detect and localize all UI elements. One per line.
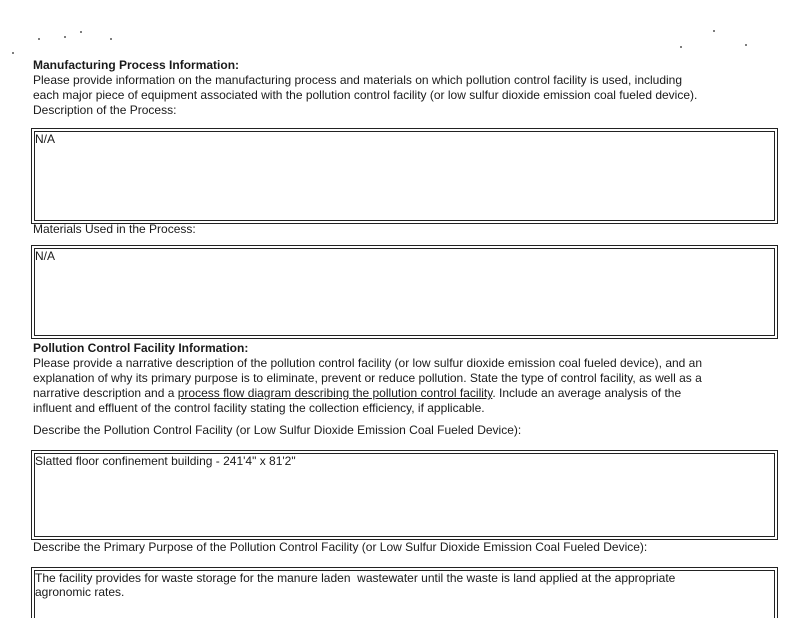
pollution-instructions-2: explanation of why its primary purpose is to eliminate, prevent or reduce pollution. State the type of control facility, as well as a xyxy=(33,371,702,385)
pollution-instructions-4: influent and effluent of the control facility stating the collection efficiency, if applicable. xyxy=(33,401,485,415)
scan-speck xyxy=(110,38,112,40)
primary-purpose-label: Describe the Primary Purpose of the Pollution Control Facility (or Low Sulfur Dioxide Emission Coal Fueled Device): xyxy=(33,540,648,554)
materials-value: N/A xyxy=(35,249,56,263)
primary-purpose-value: The facility provides for waste storage for the manure laden wastewater until the waste is land applied at the appropriate agronomic rates. xyxy=(35,571,676,599)
describe-facility-label: Describe the Pollution Control Facility (or Low Sulfur Dioxide Emission Coal Fueled Device): xyxy=(33,423,522,437)
pollution-instructions-3 xyxy=(33,386,681,400)
instructions-text: narrative description and a xyxy=(33,386,178,400)
materials-label: Materials Used in the Process: xyxy=(33,222,196,236)
primary-purpose-field[interactable] xyxy=(31,567,778,618)
scan-speck xyxy=(64,36,66,38)
materials-field[interactable] xyxy=(31,245,778,339)
manufacturing-instructions-2: each major piece of equipment associated with the pollution control facility (or low sulfur dioxide emission coal fueled device). xyxy=(33,88,698,102)
pollution-instructions-1: Please provide a narrative description of the pollution control facility (or low sulfur dioxide emission coal fueled device), and an xyxy=(33,356,703,370)
process-description-field[interactable] xyxy=(31,128,778,224)
scan-speck xyxy=(38,38,40,40)
pollution-control-heading: Pollution Control Facility Information: xyxy=(33,341,249,355)
describe-facility-value: Slatted floor confinement building - 241'4" x 81'2" xyxy=(35,454,296,468)
instructions-text: . Include an average analysis of the xyxy=(492,386,682,400)
manufacturing-heading: Manufacturing Process Information: xyxy=(33,58,240,72)
process-flow-diagram-text: process flow diagram describing the pollution control facility xyxy=(177,386,493,400)
scan-speck xyxy=(12,52,14,54)
process-description-label: Description of the Process: xyxy=(33,103,177,117)
process-description-value: N/A xyxy=(35,132,56,146)
scan-speck xyxy=(80,31,82,33)
manufacturing-instructions-1: Please provide information on the manufacturing process and materials on which pollution control facility is used, including xyxy=(33,73,683,87)
scan-speck xyxy=(745,44,747,46)
scan-speck xyxy=(680,46,682,48)
scan-speck xyxy=(713,30,715,32)
describe-facility-field[interactable] xyxy=(31,450,778,540)
